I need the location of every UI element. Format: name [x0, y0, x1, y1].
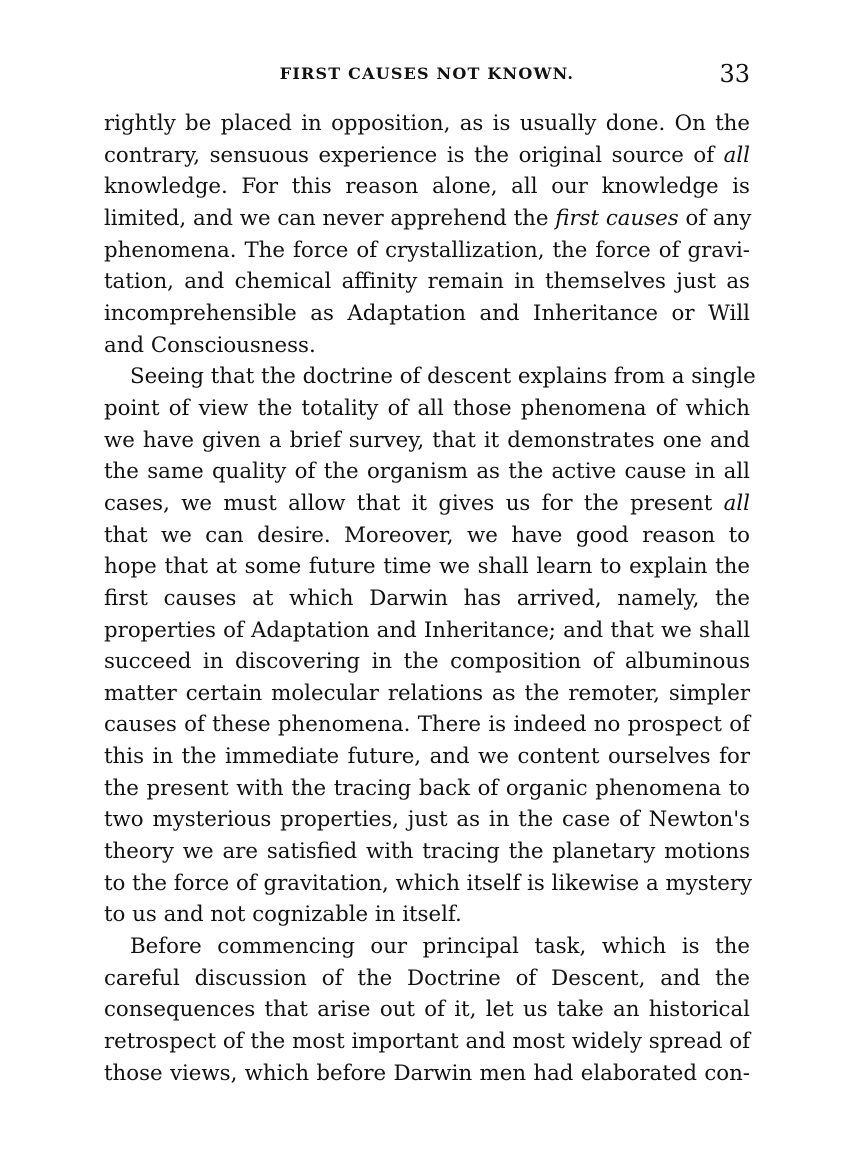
text-line: hope that at some future time we shall learn to explain the [104, 554, 750, 580]
running-title: FIRST CAUSES NOT KNOWN. [279, 64, 575, 83]
text-line: we have given a brief survey, that it demonstrates one and [104, 427, 750, 453]
text-line: incomprehensible as Adaptation and Inheritance or Will [104, 300, 750, 326]
paragraph-3 [104, 931, 750, 1089]
text-line: first causes at which Darwin has arrived, namely, the [104, 585, 750, 611]
text-line: and Consciousness. [104, 332, 316, 358]
body-text [104, 108, 756, 1089]
running-head [104, 60, 750, 88]
text-line: phenomena. The force of crystallization, the force of gravi- [104, 237, 750, 263]
text-line: cases, we must allow that it gives us for the present all [104, 490, 750, 516]
text-line: contrary, sensuous experience is the original source of all [104, 142, 750, 168]
text-line: two mysterious properties, just as in the case of Newton's [104, 807, 750, 833]
text-line: that we can desire. Moreover, we have good reason to [104, 522, 750, 548]
text-line: this in the immediate future, and we content ourselves for [104, 744, 750, 770]
text-line: Before commencing our principal task, which is the [130, 934, 750, 960]
text-line: consequences that arise out of it, let us take an historical [104, 997, 750, 1023]
text-line: those views, which before Darwin men had elaborated con- [104, 1060, 750, 1086]
text-line: Seeing that the doctrine of descent explains from a single [130, 364, 756, 390]
page-number: 33 [719, 60, 750, 88]
text-line: succeed in discovering in the composition of albuminous [104, 649, 750, 675]
text-line: knowledge. For this reason alone, all our knowledge is [104, 174, 750, 200]
text-line: tation, and chemical affinity remain in themselves just as [104, 269, 750, 295]
text-line: retrospect of the most important and most widely spread of [104, 1029, 750, 1055]
text-line: matter certain molecular relations as the remoter, simpler [104, 680, 750, 706]
text-line: to us and not cognizable in itself. [104, 902, 462, 928]
text-line: rightly be placed in opposition, as is usually done. On the [104, 111, 750, 136]
text-line: to the force of gravitation, which itself is likewise a mystery [104, 870, 753, 896]
text-line: point of view the totality of all those phenomena of which [104, 395, 750, 421]
text-line: causes of these phenomena. There is indeed no prospect of [104, 712, 750, 738]
text-line: properties of Adaptation and Inheritance; and that we shall [104, 617, 750, 643]
paragraph-1 [104, 108, 750, 361]
text-line: careful discussion of the Doctrine of Descent, and the [104, 965, 750, 991]
paragraph-2 [104, 361, 756, 931]
text-line: the same quality of the organism as the active cause in all [104, 459, 750, 485]
text-line: the present with the tracing back of organic phenomena to [104, 775, 750, 801]
text-line: theory we are satisfied with tracing the planetary motions [104, 839, 750, 865]
text-line: limited, and we can never apprehend the first causes of any [104, 205, 752, 231]
